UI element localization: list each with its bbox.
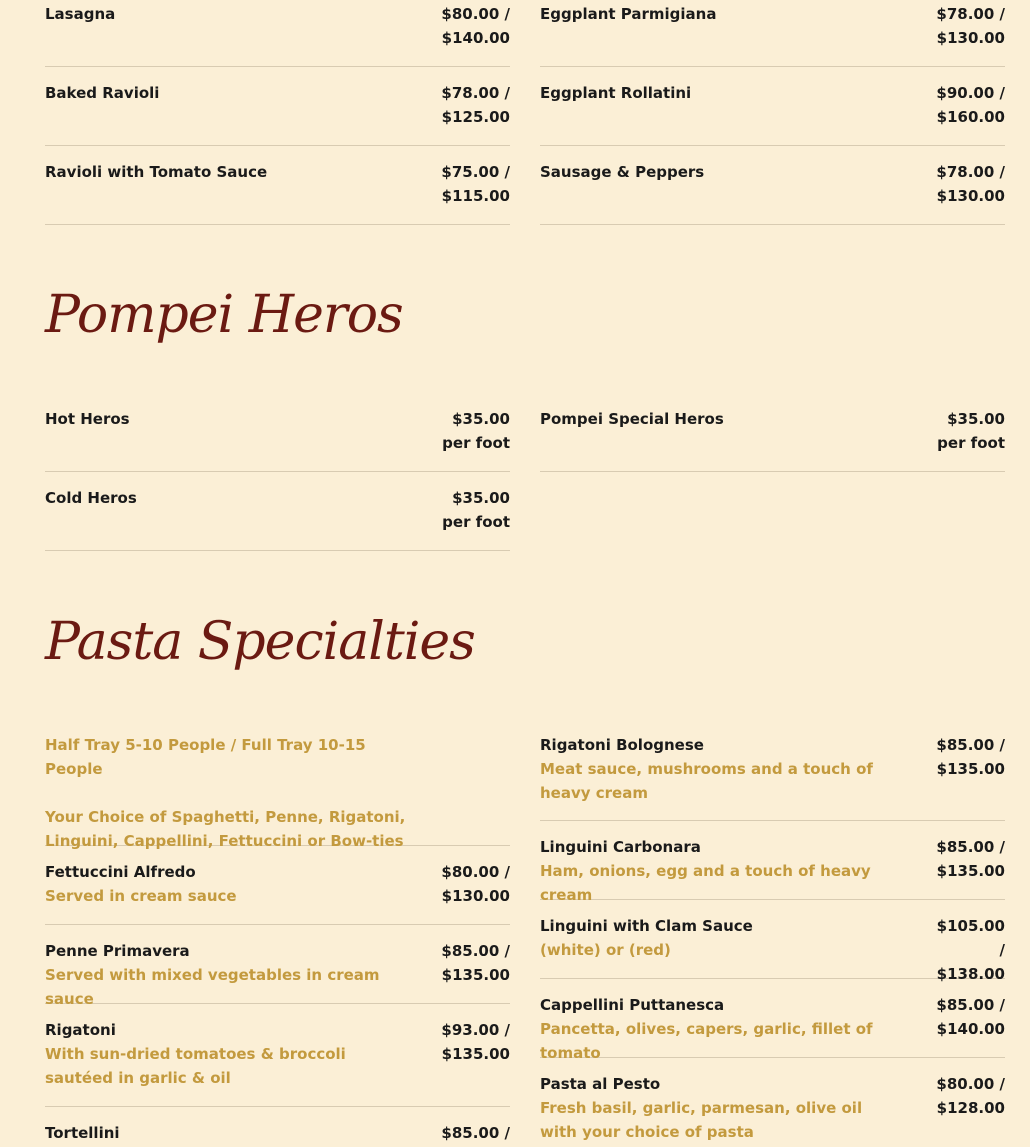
- item-name: Pompei Special Heros: [540, 410, 724, 428]
- menu-item: [540, 821, 1005, 904]
- item-name: Sausage & Peppers: [540, 163, 705, 181]
- menu-item: [540, 733, 1005, 821]
- menu-item: [45, 472, 510, 551]
- item-description: Served with mixed vegetables in cream sauce: [45, 966, 380, 1008]
- item-price: $80.00 / $130.00: [441, 863, 510, 905]
- menu-item: [540, 67, 1005, 146]
- pasta-right-column: [540, 733, 1005, 1141]
- item-price: $35.00 per foot: [442, 489, 510, 531]
- item-price: $78.00 / $130.00: [936, 163, 1005, 205]
- pasta-notes: [45, 733, 510, 850]
- item-price: $78.00 / $130.00: [936, 5, 1005, 47]
- item-name: Cold Heros: [45, 489, 137, 507]
- item-price: $105.00 / $138.00: [936, 917, 1005, 983]
- tray-size-note: Half Tray 5-10 People / Full Tray 10-15 People: [45, 736, 366, 778]
- item-name: Eggplant Parmigiana: [540, 5, 717, 23]
- menu-item: [45, 407, 510, 472]
- item-price: $85.00 / $135.00: [441, 942, 510, 984]
- item-description: Served in cream sauce: [45, 887, 237, 905]
- item-description: Meat sauce, mushrooms and a touch of heavy cream: [540, 760, 873, 802]
- heros-section-title: Pompei Heros: [45, 285, 403, 345]
- item-price: $35.00 per foot: [442, 410, 510, 452]
- item-name: Penne Primavera: [45, 942, 190, 960]
- top-left-column: [45, 2, 510, 225]
- item-price: $85.00 / $140.00: [936, 996, 1005, 1038]
- pasta-choice-note: Your Choice of Spaghetti, Penne, Rigatoni, Linguini, Cappellini, Fettuccini or Bow-ties: [45, 808, 406, 850]
- menu-item: [540, 979, 1005, 1062]
- item-price: $80.00 / $128.00: [936, 1075, 1005, 1117]
- menu-item: [45, 1004, 510, 1107]
- menu-item: [45, 846, 510, 925]
- item-name: Lasagna: [45, 5, 116, 23]
- item-price: $35.00 per foot: [937, 410, 1005, 452]
- item-price: $85.00 /: [441, 1124, 510, 1142]
- heros-right-column: [540, 407, 1005, 472]
- menu-item: [540, 146, 1005, 225]
- item-name: Ravioli with Tomato Sauce: [45, 163, 268, 181]
- item-name: Hot Heros: [45, 410, 130, 428]
- item-name: Linguini with Clam Sauce: [540, 917, 753, 935]
- item-name: Rigatoni Bolognese: [540, 736, 704, 754]
- item-price: $85.00 / $135.00: [936, 736, 1005, 778]
- item-name: Tortellini: [45, 1124, 120, 1142]
- item-price: $80.00 / $140.00: [441, 5, 510, 47]
- item-name: Rigatoni: [45, 1021, 116, 1039]
- item-price: $78.00 / $125.00: [441, 84, 510, 126]
- item-description: Ham, onions, egg and a touch of heavy cream: [540, 862, 871, 904]
- item-name: Linguini Carbonara: [540, 838, 701, 856]
- item-price: $75.00 / $115.00: [441, 163, 510, 205]
- menu-item: [540, 1058, 1005, 1141]
- item-name: Baked Ravioli: [45, 84, 160, 102]
- menu-item: [45, 2, 510, 67]
- menu-item: [540, 2, 1005, 67]
- item-description: (white) or (red): [540, 941, 671, 959]
- item-price: $93.00 / $135.00: [441, 1021, 510, 1063]
- menu-item: [45, 925, 510, 1008]
- menu-item: [540, 407, 1005, 472]
- item-name: Cappellini Puttanesca: [540, 996, 725, 1014]
- item-name: Eggplant Rollatini: [540, 84, 692, 102]
- item-name: Fettuccini Alfredo: [45, 863, 196, 881]
- menu-item: [45, 1107, 510, 1147]
- item-description: With sun-dried tomatoes & broccoli sautéed in garlic & oil: [45, 1045, 346, 1087]
- menu-item: [45, 146, 510, 225]
- pasta-left-column: [45, 733, 510, 1147]
- item-name: Pasta al Pesto: [540, 1075, 661, 1093]
- pasta-section-title: Pasta Specialties: [45, 612, 475, 672]
- menu-item: [45, 67, 510, 146]
- top-right-column: [540, 2, 1005, 225]
- item-description: Pancetta, olives, capers, garlic, fillet of tomato: [540, 1020, 873, 1062]
- menu-item: [540, 900, 1005, 983]
- heros-left-column: [45, 407, 510, 551]
- item-price: $90.00 / $160.00: [936, 84, 1005, 126]
- item-description: Fresh basil, garlic, parmesan, olive oil with your choice of pasta: [540, 1099, 863, 1141]
- item-price: $85.00 / $135.00: [936, 838, 1005, 880]
